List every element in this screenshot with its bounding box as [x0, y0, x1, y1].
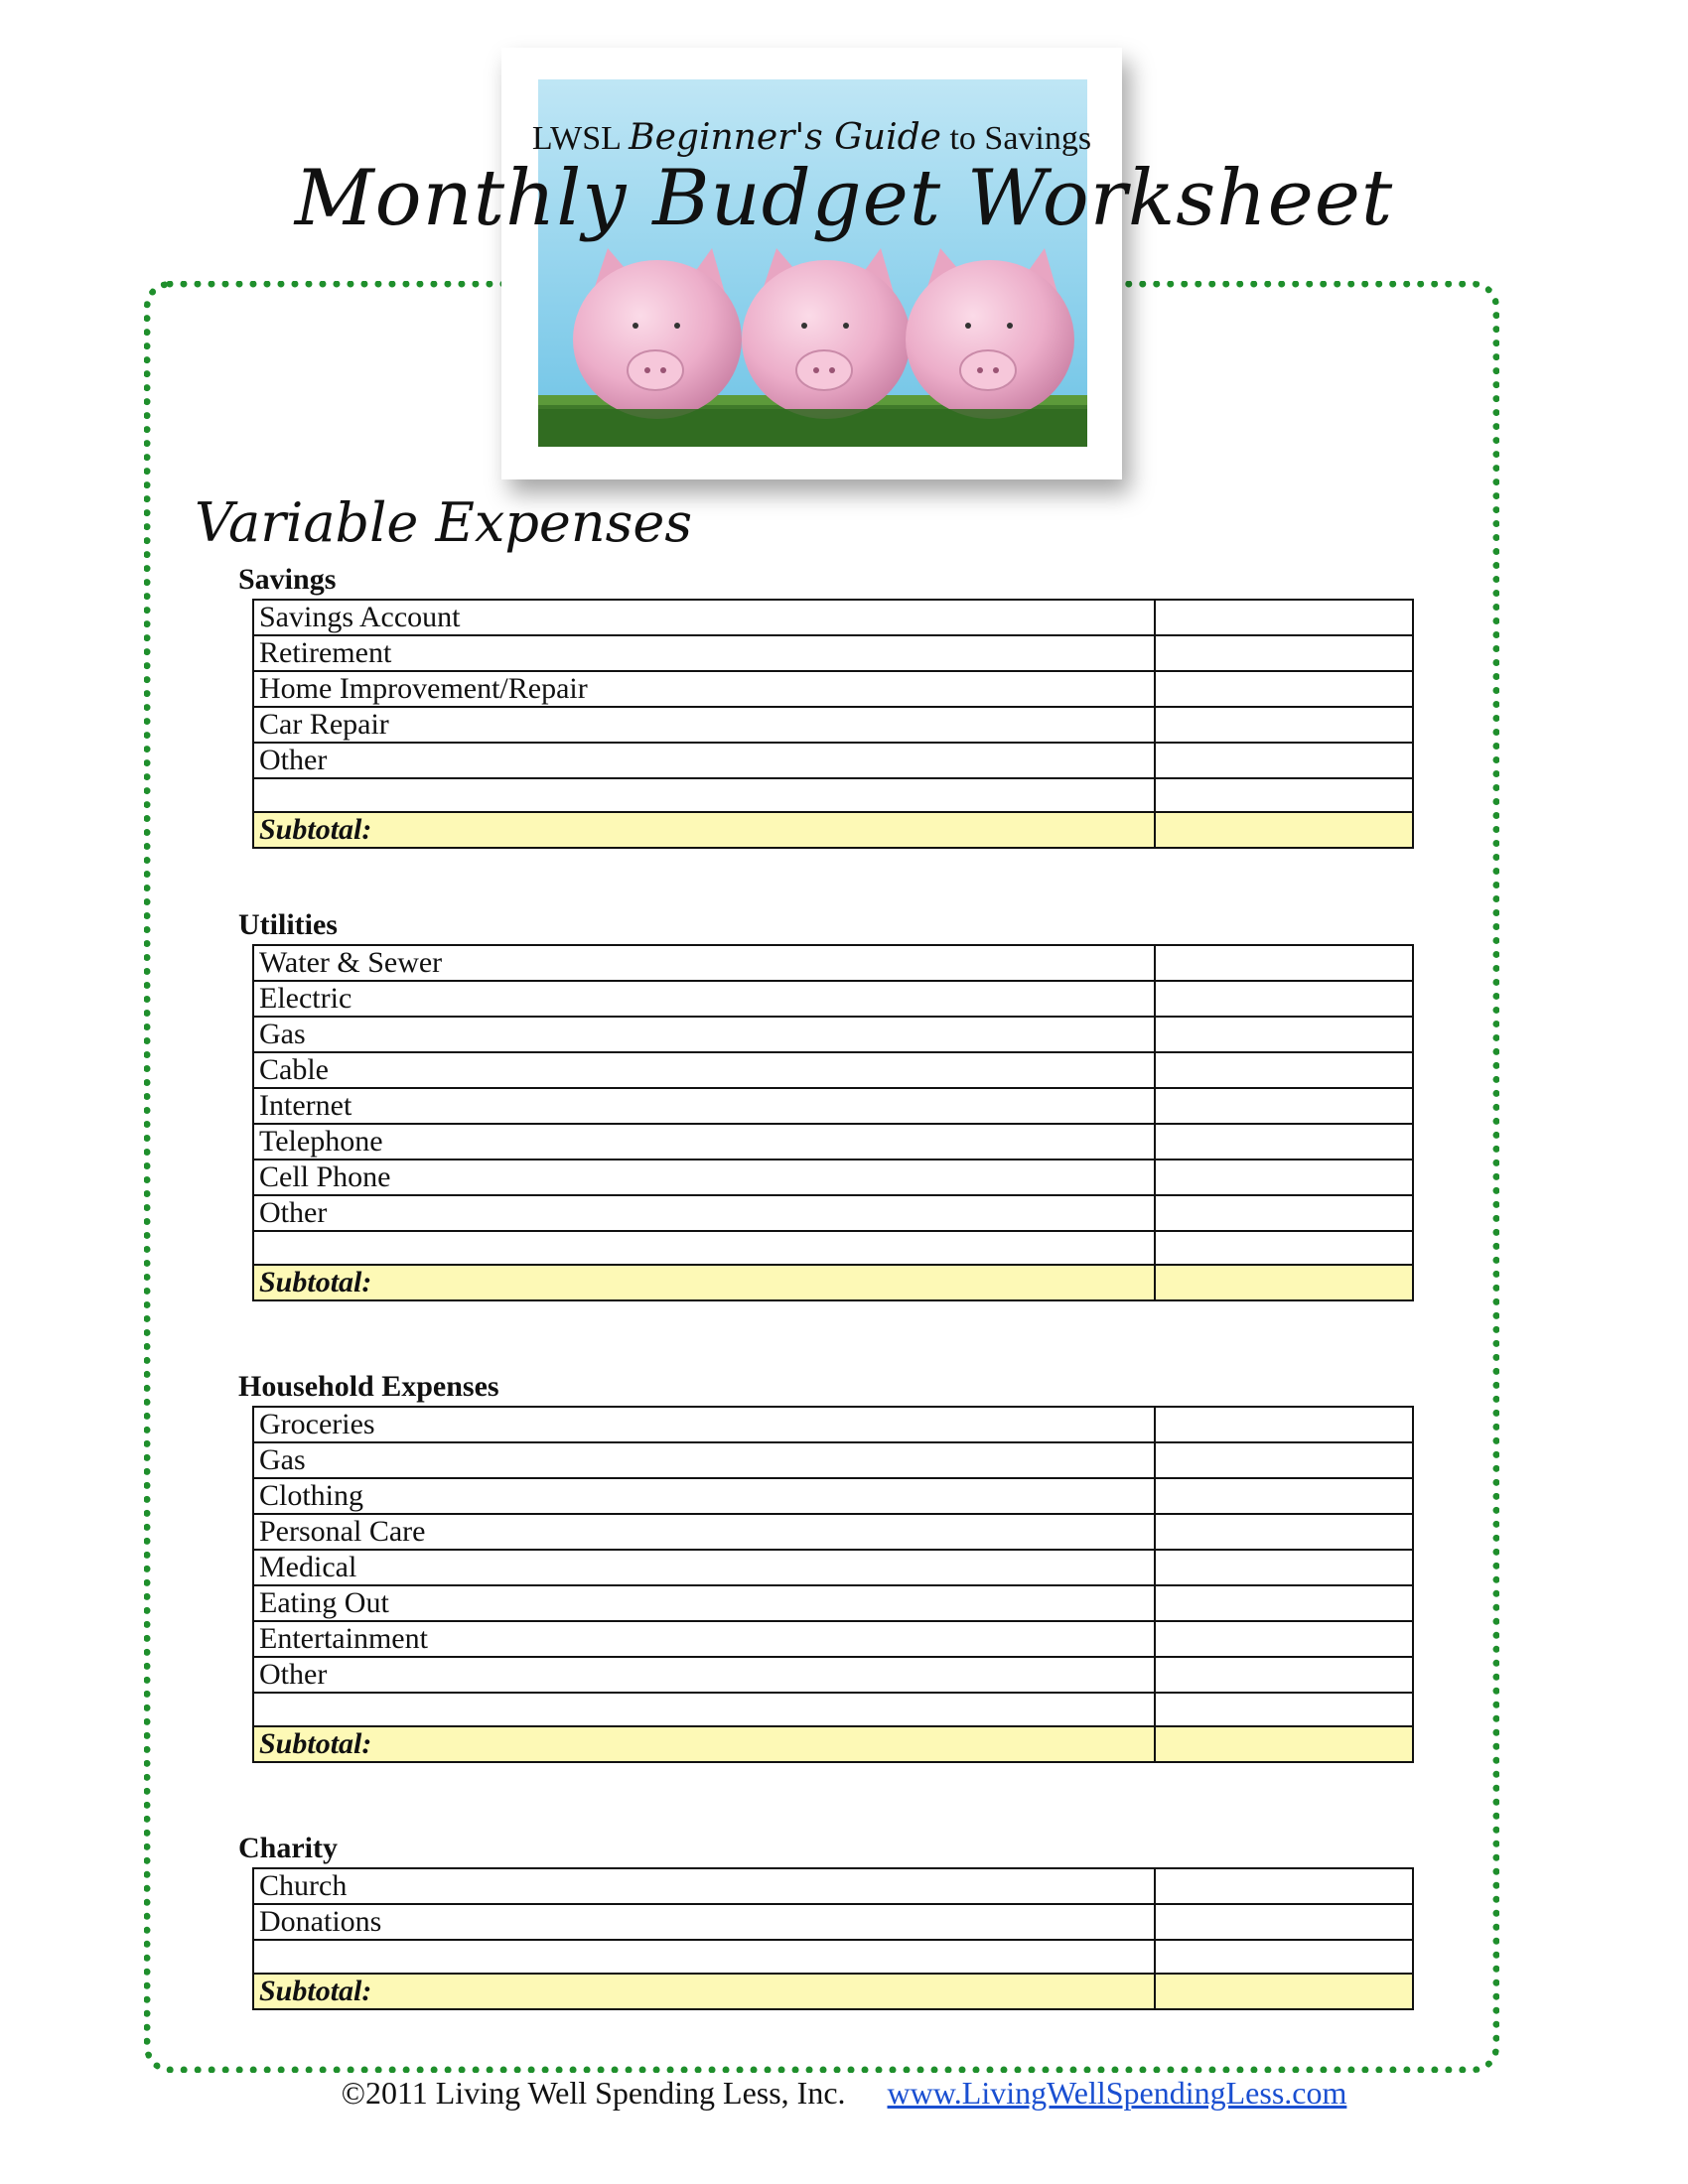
table-row [253, 1124, 1413, 1160]
group-title-savings: Savings [238, 563, 337, 596]
row-label: Other [253, 743, 1155, 778]
table-row [253, 1657, 1413, 1693]
amount-cell[interactable] [1155, 743, 1413, 778]
savings-table [252, 599, 1414, 849]
table-row [253, 1585, 1413, 1621]
amount-cell[interactable] [1155, 1940, 1413, 1974]
blank-label-cell[interactable] [253, 1231, 1155, 1265]
row-label: Cell Phone [253, 1160, 1155, 1195]
subtotal-label: Subtotal: [253, 1265, 1155, 1300]
table-row-blank [253, 1940, 1413, 1974]
table-row [253, 1195, 1413, 1231]
row-label: Donations [253, 1904, 1155, 1940]
subtotal-label: Subtotal: [253, 812, 1155, 848]
amount-cell[interactable] [1155, 1904, 1413, 1940]
row-label: Car Repair [253, 707, 1155, 743]
table-row [253, 945, 1413, 981]
row-label: Savings Account [253, 600, 1155, 635]
row-label: Other [253, 1195, 1155, 1231]
footer [0, 2075, 1688, 2112]
amount-cell[interactable] [1155, 1017, 1413, 1052]
amount-cell[interactable] [1155, 945, 1413, 981]
table-row [253, 1017, 1413, 1052]
amount-cell[interactable] [1155, 1621, 1413, 1657]
table-row [253, 671, 1413, 707]
table-row [253, 1442, 1413, 1478]
blank-label-cell[interactable] [253, 778, 1155, 812]
header-subtitle [501, 117, 1122, 158]
amount-cell[interactable] [1155, 1124, 1413, 1160]
subtotal-row [253, 1726, 1413, 1762]
table-row [253, 1478, 1413, 1514]
amount-cell[interactable] [1155, 981, 1413, 1017]
utilities-table [252, 944, 1414, 1301]
row-label: Water & Sewer [253, 945, 1155, 981]
amount-cell[interactable] [1155, 1585, 1413, 1621]
blank-label-cell[interactable] [253, 1693, 1155, 1726]
blank-label-cell[interactable] [253, 1940, 1155, 1974]
table-row [253, 1621, 1413, 1657]
amount-cell[interactable] [1155, 635, 1413, 671]
amount-cell[interactable] [1155, 671, 1413, 707]
row-label: Internet [253, 1088, 1155, 1124]
row-label: Gas [253, 1017, 1155, 1052]
section-heading: Variable Expenses [195, 491, 693, 554]
subtotal-amount-cell[interactable] [1155, 1265, 1413, 1300]
table-row-blank [253, 1231, 1413, 1265]
table-row [253, 1514, 1413, 1550]
table-row [253, 981, 1413, 1017]
table-row-blank [253, 1693, 1413, 1726]
table-row [253, 1052, 1413, 1088]
table-row [253, 1088, 1413, 1124]
table-row [253, 1407, 1413, 1442]
header-suffix: to Savings [949, 120, 1092, 157]
subtotal-amount-cell[interactable] [1155, 1974, 1413, 2009]
amount-cell[interactable] [1155, 1160, 1413, 1195]
row-label: Eating Out [253, 1585, 1155, 1621]
row-label: Electric [253, 981, 1155, 1017]
row-label: Clothing [253, 1478, 1155, 1514]
row-label: Telephone [253, 1124, 1155, 1160]
table-row [253, 1904, 1413, 1940]
subtotal-label: Subtotal: [253, 1974, 1155, 2009]
amount-cell[interactable] [1155, 1088, 1413, 1124]
table-row [253, 743, 1413, 778]
row-label: Church [253, 1868, 1155, 1904]
amount-cell[interactable] [1155, 1868, 1413, 1904]
subtotal-label: Subtotal: [253, 1726, 1155, 1762]
row-label: Retirement [253, 635, 1155, 671]
row-label: Home Improvement/Repair [253, 671, 1155, 707]
table-row [253, 635, 1413, 671]
group-title-utilities: Utilities [238, 908, 338, 941]
household-table [252, 1406, 1414, 1763]
row-label: Cable [253, 1052, 1155, 1088]
header-photo-card [501, 48, 1122, 479]
table-row [253, 707, 1413, 743]
table-row [253, 1550, 1413, 1585]
subtotal-row [253, 1265, 1413, 1300]
amount-cell[interactable] [1155, 707, 1413, 743]
row-label: Gas [253, 1442, 1155, 1478]
group-title-household: Household Expenses [238, 1370, 499, 1403]
header-script-text: Beginner's Guide [629, 117, 941, 158]
table-row-blank [253, 778, 1413, 812]
charity-table [252, 1867, 1414, 2010]
amount-cell[interactable] [1155, 778, 1413, 812]
amount-cell[interactable] [1155, 1693, 1413, 1726]
copyright-text: ©2011 Living Well Spending Less, Inc. [341, 2075, 846, 2111]
row-label: Entertainment [253, 1621, 1155, 1657]
subtotal-amount-cell[interactable] [1155, 812, 1413, 848]
website-link[interactable]: www.LivingWellSpendingLess.com [887, 2075, 1347, 2111]
amount-cell[interactable] [1155, 1052, 1413, 1088]
subtotal-amount-cell[interactable] [1155, 1726, 1413, 1762]
row-label: Medical [253, 1550, 1155, 1585]
amount-cell[interactable] [1155, 1442, 1413, 1478]
table-row [253, 1868, 1413, 1904]
page-title: Monthly Budget Worksheet [294, 154, 1394, 243]
amount-cell[interactable] [1155, 1478, 1413, 1514]
header-prefix: LWSL [531, 120, 621, 157]
row-label: Other [253, 1657, 1155, 1693]
amount-cell[interactable] [1155, 1195, 1413, 1231]
group-title-charity: Charity [238, 1832, 338, 1864]
subtotal-row [253, 1974, 1413, 2009]
amount-cell[interactable] [1155, 600, 1413, 635]
table-row [253, 600, 1413, 635]
row-label: Groceries [253, 1407, 1155, 1442]
row-label: Personal Care [253, 1514, 1155, 1550]
subtotal-row [253, 812, 1413, 848]
amount-cell[interactable] [1155, 1231, 1413, 1265]
amount-cell[interactable] [1155, 1407, 1413, 1442]
amount-cell[interactable] [1155, 1657, 1413, 1693]
amount-cell[interactable] [1155, 1514, 1413, 1550]
amount-cell[interactable] [1155, 1550, 1413, 1585]
table-row [253, 1160, 1413, 1195]
